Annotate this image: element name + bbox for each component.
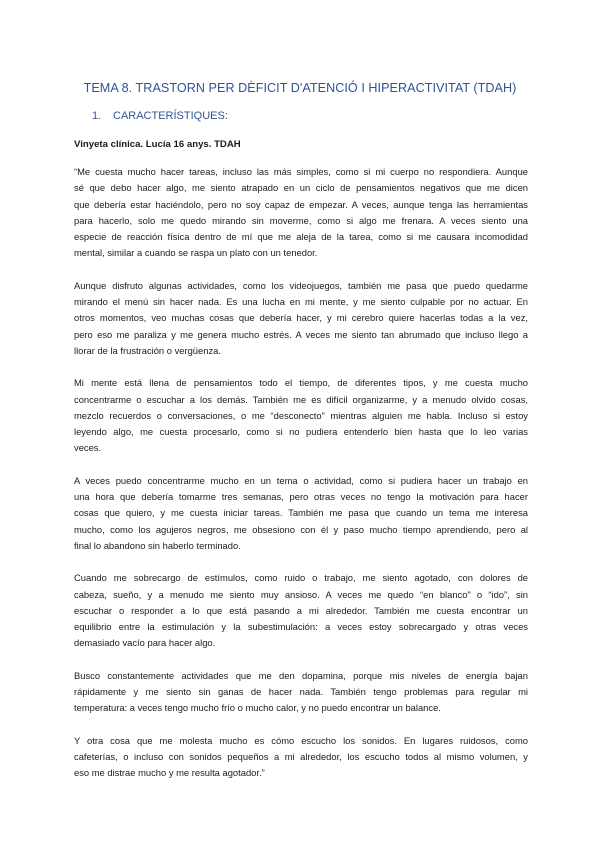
paragraph-line: Y otra cosa que me molesta mucho es cómo escucho los sonidos. En lugares ruidosos, como (74, 734, 528, 746)
paragraph (74, 570, 528, 651)
paragraph-line: “Me cuesta mucho hacer tareas, incluso las más simples, como si mi cuerpo no respondiera. Aunque (74, 166, 528, 177)
paragraph-line: leyendo algo, me cuesta procesarlo, como si no pudiera entenderlo bien hasta que lo leo varias (74, 426, 528, 438)
paragraph-line: cabeza, sueño, y a menudo me siento muy ansioso. A veces me quedo “en blanco” o “ido”, sin (74, 588, 528, 600)
paragraph (74, 375, 528, 456)
paragraph-line: Cuando me sobrecargo de estímulos, como ruido o trabajo, me siento agotado, con dolores de (74, 572, 528, 584)
paragraph-line: una hora que debería tomarme tres semanas, pero otras veces no tengo la motivación para hacer (74, 491, 528, 503)
paragraph-line: para hacerlo, solo me quedo mirando sin moverme, como si algo me frenara. A veces siento una (74, 214, 528, 226)
paragraph-line: especie de reacción física dentro de mí que me aleja de la tarea, como si me causara incomodidad (74, 231, 528, 243)
paragraph-line: cosas que quiero, y me cuesta iniciar tareas. También me pasa que cuando un tema me interesa (74, 507, 528, 519)
paragraph-line: Mi mente está llena de pensamientos todo el tiempo, de diferentes tipos, y me cuesta mucho (74, 377, 528, 389)
paragraph (74, 733, 528, 782)
paragraph-line: escuchar o responder a lo que está pasando a mi alrededor. También me cuesta encontrar un (74, 604, 528, 616)
paragraph-line: demasiado vacío para hacer algo. (74, 637, 216, 649)
section-title: CARACTERÍSTIQUES: (113, 110, 228, 122)
paragraph-line: que debería estar haciéndolo, pero no soy capaz de empezar. A veces, aunque tenga las herramientas (74, 198, 528, 210)
paragraph (74, 473, 528, 554)
paragraph-line: otros momentos, veo muchas cosas que debería hacer, y mi cerebro quiere hacerlas todas a la vez, (74, 312, 528, 324)
paragraph-line: mezclo recuerdos o conversaciones, o me “desconecto” mientras alguien me habla. Incluso si estoy (74, 409, 528, 421)
paragraph-line: mucho, como los agujeros negros, me obsesiono con él y paso mucho tiempo aprendiendo, pero al (74, 523, 528, 535)
paragraph-line: mental, similar a cuando se raspa un plato con un tenedor. (74, 247, 318, 259)
paragraph-line: concentrarme o escuchar a los demás. También me es difícil organizarme, y a menudo olvido cosas, (74, 393, 528, 405)
paragraph-line: sé que debo hacer algo, me siento atrapado en un ciclo de pensamientos negativos que me dicen (74, 182, 528, 194)
paragraph (74, 668, 528, 717)
paragraph-line: Aunque disfruto algunas actividades, como los videojuegos, también me pasa que puedo quedarme (74, 279, 528, 291)
document-title: TEMA 8. TRASTORN PER DÈFICIT D'ATENCIÓ I HIPERACTIVITAT (TDAH) (83, 81, 517, 95)
paragraph-line: Busco constantemente actividades que me den dopamina, porque mis niveles de energía bajan (74, 669, 528, 681)
paragraph (74, 164, 528, 262)
paragraph (74, 278, 528, 359)
clinical-vignette-heading: Vinyeta clínica. Lucía 16 anys. TDAH (74, 139, 241, 150)
paragraph-line: llorar de la frustración o vergüenza. (74, 344, 221, 356)
paragraph-line: rápidamente y me siento sin ganas de hacer nada. También tengo problemas para regular mi (74, 686, 528, 698)
paragraph-line: A veces puedo concentrarme mucho en un tema o actividad, como si pudiera hacer un trabajo en (74, 474, 528, 486)
paragraph-line: temperatura: a veces tengo mucho frío o mucho calor, y no puedo encontrar un balance. (74, 702, 441, 714)
paragraph-line: pero eso me paraliza y me genera mucho estrés. A veces me siento tan abrumado que incluso llego a (74, 328, 528, 340)
section-heading (92, 110, 228, 122)
paragraph-line: final lo abandono sin haberlo terminado. (74, 539, 241, 551)
paragraph-line: equilibrio entre la estimulación y la subestimulación: a veces estoy sobrecargado y otras veces (74, 621, 528, 633)
section-number: 1. (92, 110, 102, 122)
document-body (74, 164, 528, 798)
paragraph-line: eso me distrae mucho y me resulta agotador.” (74, 767, 265, 779)
paragraph-line: mirando el menú sin hacer nada. Es una lucha en mi mente, y me siento culpable por no actuar. En (74, 296, 528, 308)
paragraph-line: veces. (74, 442, 102, 454)
paragraph-line: cafeterías, o incluso con sonidos pequeños a mi alrededor, los escucho todos al mismo volumen, y (74, 750, 528, 762)
